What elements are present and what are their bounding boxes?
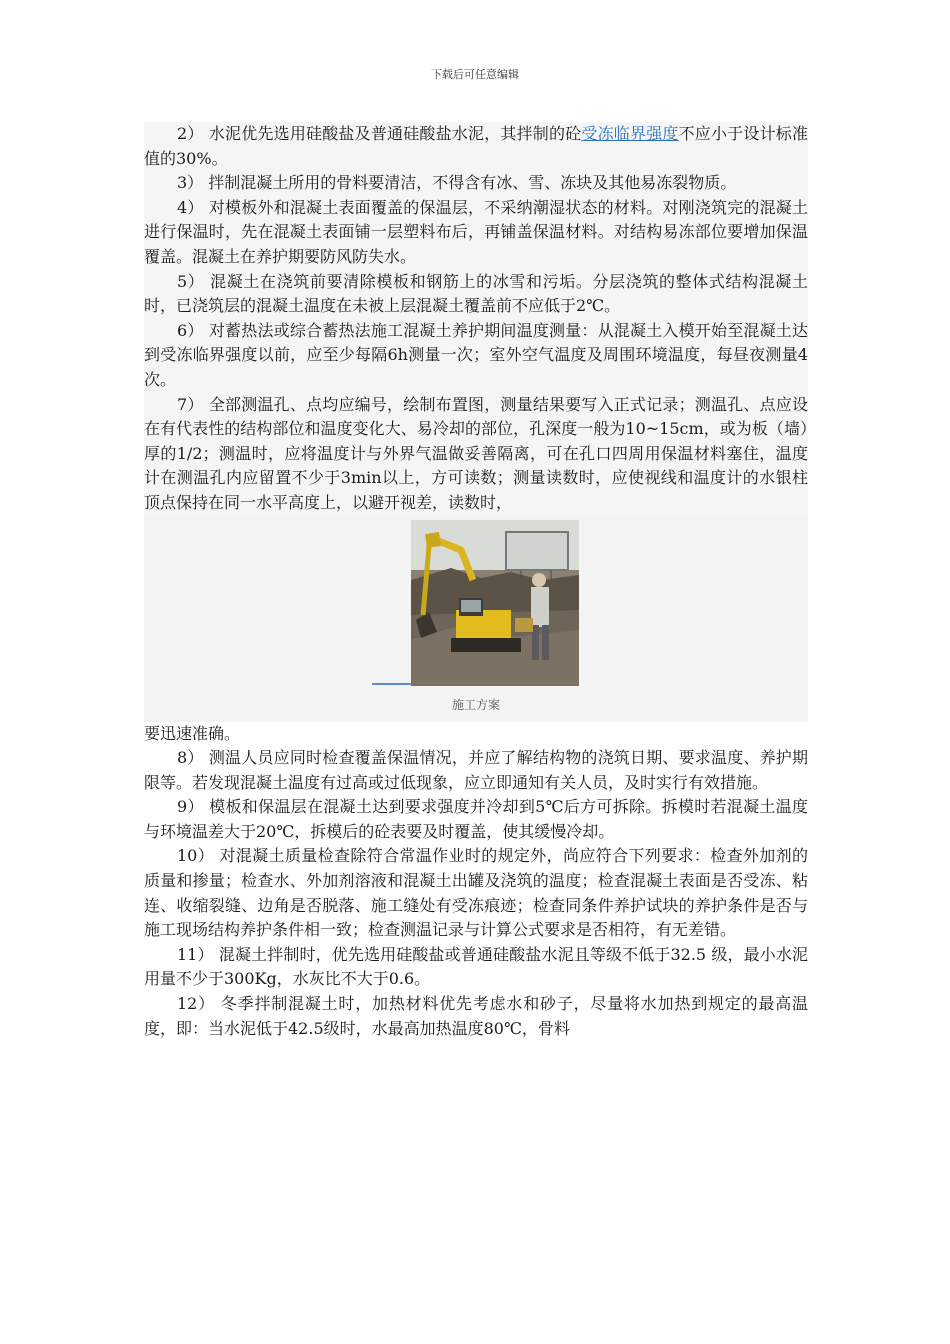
continuation-text: 要迅速准确。 bbox=[144, 723, 241, 743]
paragraph-7: 7） 全部测温孔、点均应编号，绘制布置图，测量结果要写入正式记录；测温孔、点应设在有代表性的结构部位和温度变化大、易冷却的部位，孔深度一般为10~15cm，或为板（墙）厚的1/2；测温时，应将温度计与外界气温做妥善隔离，可在孔口四周用保温材料塞住，温度计在测温孔内应留置不少于3min以上，方可读数；测量读数时，应使视线和温度计的水银柱顶点保持在同一水平高度上，以避开视差，读数时， bbox=[144, 394, 808, 512]
page-header: 下载后可任意编辑 bbox=[431, 68, 519, 81]
figure bbox=[144, 516, 808, 722]
paragraph-2-text: 2） 水泥优先选用硅酸盐及普通硅酸盐水泥，其拌制的砼 bbox=[177, 124, 582, 143]
paragraph-12: 12） 冬季拌制混凝土时，加热材料优先考虑水和砂子，尽量将水加热到规定的最高温度，即：当水泥低于42.5级时，水最高加热温度80℃，骨料 bbox=[144, 994, 808, 1038]
paragraph-2 bbox=[144, 122, 808, 171]
paragraph-4: 4） 对模板外和混凝土表面覆盖的保温层，不采纳潮湿状态的材料。对刚浇筑完的混凝土进行保温时，先在混凝土表面铺一层塑料布后，再铺盖保温材料。对结构易冻部位要增加保温覆盖。混凝土在养护期要防风防失水。 bbox=[144, 197, 808, 266]
paragraph-2-text-end: 不应小于设计标准值的30%。 bbox=[144, 124, 808, 168]
figure-caption: 施工方案 bbox=[451, 697, 500, 712]
document-body bbox=[144, 122, 808, 1041]
paragraph-9: 9） 模板和保温层在混凝土达到要求强度并冷却到5℃后方可拆除。拆模时若混凝土温度与环境温差大于20℃，拆模后的砼表要及时覆盖，使其缓慢冷却。 bbox=[144, 797, 808, 841]
link-underline bbox=[372, 683, 412, 685]
paragraph-11: 11） 混凝土拌制时，优先选用硅酸盐或普通硅酸盐水泥且等级不低于32.5 级，最小水泥用量不少于300Kg，水灰比不大于0.6。 bbox=[144, 944, 808, 989]
paragraph-8: 8） 测温人员应同时检查覆盖保温情况，并应了解结构物的浇筑日期、要求温度、养护期限等。若发现混凝土温度有过高或过低现象，应立即通知有关人员，及时实行有效措施。 bbox=[144, 748, 808, 792]
paragraph-5: 5） 混凝土在浇筑前要清除模板和钢筋上的冰雪和污垢。分层浇筑的整体式结构混凝土时，已浇筑层的混凝土温度在未被上层混凝土覆盖前不应低于2℃。 bbox=[144, 271, 808, 316]
excavator-photo-icon bbox=[411, 520, 579, 686]
critical-strength-link[interactable]: 受冻临界强度 bbox=[581, 124, 679, 143]
paragraph-10: 10） 对混凝土质量检查除符合常温作业时的规定外，尚应符合下列要求：检查外加剂的质量和掺量；检查水、外加剂溶液和混凝土出罐及浇筑的温度；检查混凝土表面是否受冻、粘连、收缩裂缝、边角是否脱落、施工缝处有受冻痕迹；检查同条件养护试块的养护条件是否与施工现场结构养护条件相一致；检查测温记录与计算公式要求是否相符，有无差错。 bbox=[144, 846, 808, 940]
paragraph-3: 3） 拌制混凝土所用的骨料要清洁，不得含有冰、雪、冻块及其他易冻裂物质。 bbox=[177, 173, 737, 193]
paragraph-6: 6） 对蓄热法或综合蓄热法施工混凝土养护期间温度测量：从混凝土入模开始至混凝土达到受冻临界强度以前，应至少每隔6h测量一次；室外空气温度及周围环境温度，每昼夜测量4次。 bbox=[144, 320, 808, 389]
body-continued bbox=[144, 722, 808, 1042]
